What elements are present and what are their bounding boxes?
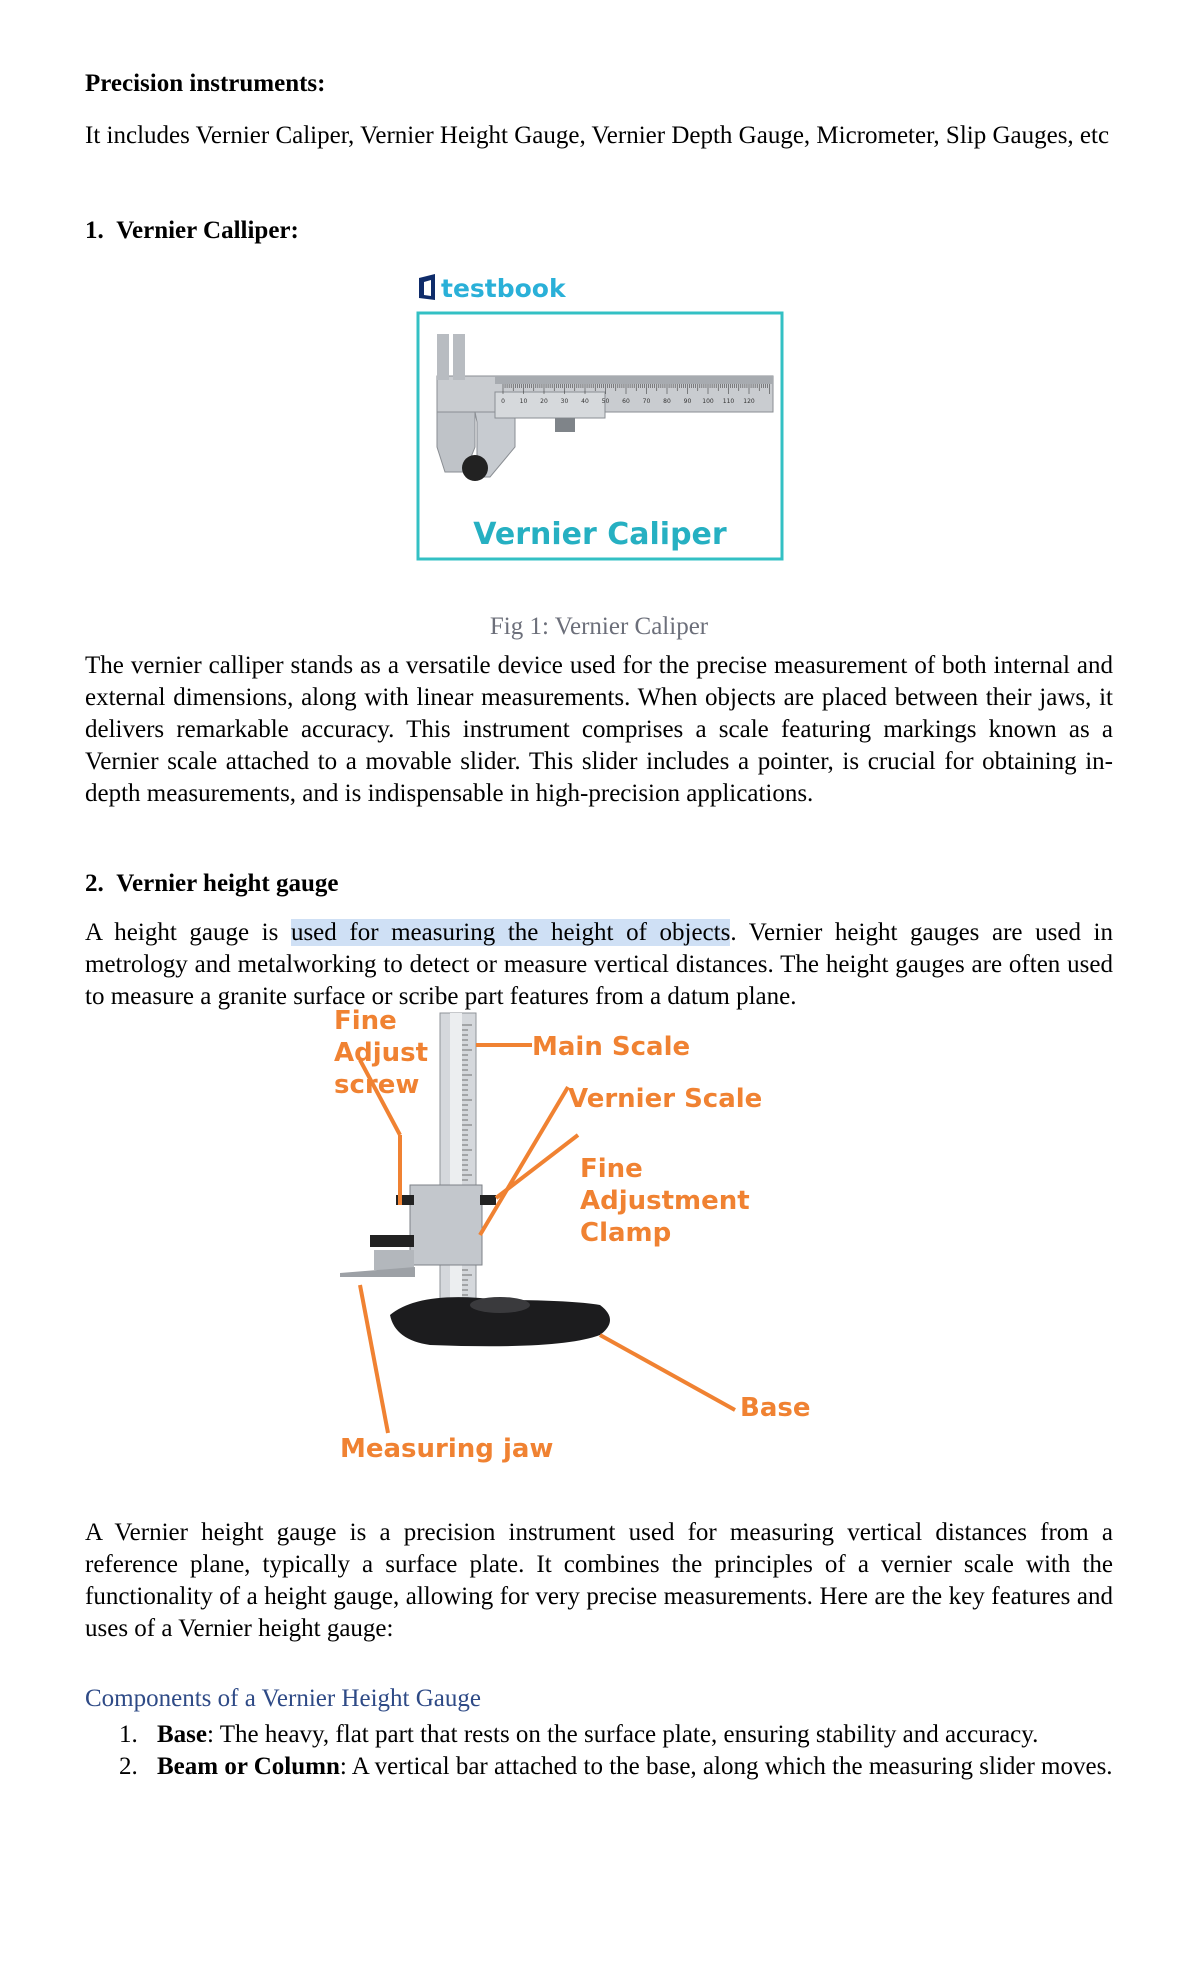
section1-paragraph: The vernier calliper stands as a versatile device used for the precise measurement of both internal and external dimensions, along with linear measurements. When objects are placed between their jaws, it delivers remarkable accuracy. This instrument comprises a scale featuring markings known as a Vernier scale attached to a movable slider. This slider includes a pointer, is crucial for obtaining in-depth measurements, and is indispensable in high-precision applications. (85, 652, 1113, 807)
label-fine-adjustment-clamp-2: Adjustment (580, 1186, 750, 1216)
label-main-scale: Main Scale (532, 1032, 691, 1062)
scale-number: 110 (722, 398, 735, 405)
height-gauge-image (300, 1005, 980, 1475)
list-item-desc: : The heavy, flat part that rests on the surface plate, ensuring stability and accuracy. (207, 1721, 1039, 1748)
section1-number: 1. (85, 217, 104, 244)
section2-heading (85, 870, 338, 898)
label-vernier-scale: Vernier Scale (568, 1084, 763, 1114)
list-item (85, 1719, 1113, 1751)
list-item-number: 2. (119, 1753, 138, 1780)
scale-number: 0 (501, 398, 505, 405)
logo-text: testbook (441, 274, 566, 303)
scale-number: 40 (581, 398, 589, 405)
highlighted-text: used for measuring the height of objects (290, 919, 731, 946)
components-list (85, 1719, 1113, 1783)
label-base: Base (740, 1393, 811, 1423)
vernier-caliper-image (415, 272, 785, 562)
figure-image-title: Vernier Caliper (473, 517, 727, 552)
list-item (85, 1751, 1113, 1783)
section-title: Precision instruments: (85, 70, 326, 97)
scale-number: 80 (663, 398, 671, 405)
label-fine-adjust-screw-2: Adjust (334, 1038, 429, 1068)
list-item-term: Beam or Column (157, 1753, 340, 1780)
label-fine-adjust-screw-1: Fine (334, 1006, 397, 1036)
section2-paragraph (85, 917, 1113, 1013)
section2-number: 2. (85, 870, 104, 897)
scale-number: 70 (642, 398, 651, 405)
figure1-caption: Fig 1: Vernier Caliper (489, 613, 709, 640)
vernier-caliper-figure (415, 272, 785, 562)
list-item-term: Base (157, 1721, 207, 1748)
section2-title: Vernier height gauge (116, 870, 339, 897)
label-fine-adjustment-clamp-1: Fine (580, 1154, 643, 1184)
label-fine-adjust-screw-3: screw (334, 1070, 420, 1100)
section1-title: Vernier Calliper: (116, 217, 299, 244)
scale-number: 10 (519, 398, 528, 405)
scale-number: 30 (560, 398, 569, 405)
testbook-logo-icon (419, 274, 435, 300)
section1-heading (85, 217, 299, 245)
para-start-text: A height gauge is (85, 919, 291, 946)
label-measuring-jaw: Measuring jaw (340, 1434, 554, 1464)
scale-number: 120 (743, 398, 755, 405)
intro-paragraph: It includes Vernier Caliper, Vernier Height Gauge, Vernier Depth Gauge, Micrometer, Slip Gauges, etc (85, 122, 1110, 149)
components-heading: Components of a Vernier Height Gauge (85, 1685, 481, 1712)
scale-number: 20 (540, 398, 548, 405)
scale-number: 90 (683, 398, 692, 405)
height-gauge-diagram (300, 1005, 980, 1475)
scale-number: 60 (622, 398, 630, 405)
list-item-number: 1. (119, 1721, 138, 1748)
scale-number: 50 (601, 398, 610, 405)
label-fine-adjustment-clamp-3: Clamp (580, 1218, 672, 1248)
section2-paragraph2: A Vernier height gauge is a precision instrument used for measuring vertical distances from a reference plane, typically a surface plate. It combines the principles of a vernier scale with the functionality of a height gauge, allowing for very precise measurements. Here are the key features and uses of a Vernier height gauge: (85, 1519, 1113, 1642)
scale-number: 100 (702, 398, 714, 405)
para-rest-text: . Vernier height gauges are used in metrology and metalworking to detect or measure vertical distances. The height gauges are often used to measure a granite surface or scribe part features from a datum plane. (85, 919, 1113, 1010)
list-item-desc: : A vertical bar attached to the base, along which the measuring slider moves. (339, 1753, 1113, 1780)
